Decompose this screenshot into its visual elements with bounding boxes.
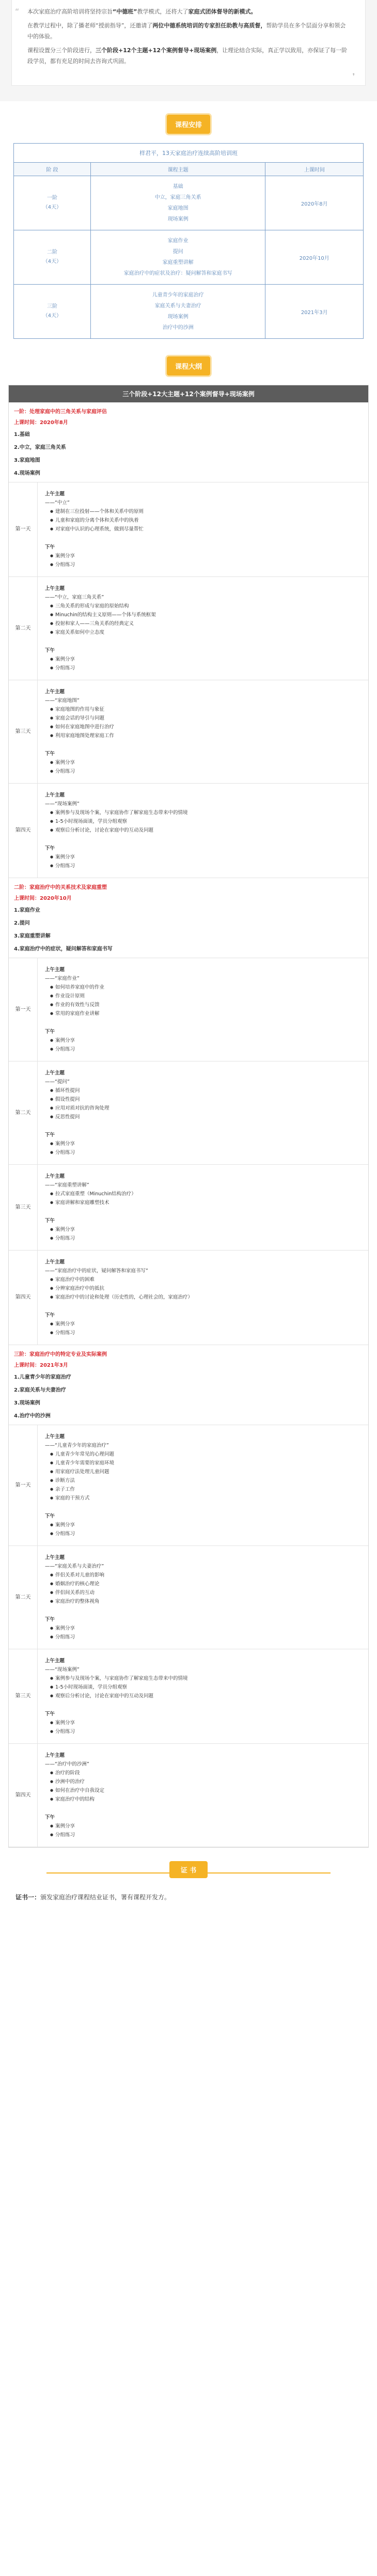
list-item: ● 治疗的阶段 xyxy=(50,1769,362,1777)
intro-highlight: 两位中德系统培训的专家担任助教与高质督， xyxy=(152,22,266,29)
day-body xyxy=(38,1061,368,1164)
morning-items xyxy=(45,1674,362,1700)
list-item: ● 家庭讲解和家庭雕塑技术 xyxy=(50,1198,362,1207)
topic-text: 治疗中的沙洲 xyxy=(162,325,194,331)
topic-text: 家庭作业 xyxy=(167,238,189,244)
list-item: ● 用家庭疗法处理儿童问题 xyxy=(50,1467,362,1476)
arrangement-row xyxy=(14,285,364,339)
afternoon-items xyxy=(45,1521,362,1538)
morning-label: 上午主题 xyxy=(45,1070,65,1076)
spacer xyxy=(45,1804,362,1813)
stage-topic: 2.中立，家庭三角关系 xyxy=(14,445,66,450)
morning-label: 上午主题 xyxy=(45,1753,65,1758)
morning-label: 上午主题 xyxy=(45,792,65,798)
intro-text: 帮助学员在多个层面分享和领会中的体验。 xyxy=(27,22,346,40)
morning-items xyxy=(45,1086,362,1121)
day-label: 第二天 xyxy=(9,1061,38,1164)
afternoon-items xyxy=(45,1036,362,1054)
morning-subject: ——“儿童青少年的家庭治疗” xyxy=(45,1443,109,1448)
stage-topic: 4.治疗中的沙洲 xyxy=(14,1413,51,1419)
intro-text: 教学模式，还将大了 xyxy=(137,8,189,15)
outline-title-badge: 课程大纲 xyxy=(167,356,210,376)
morning-label: 上午主题 xyxy=(45,689,65,695)
topics-cell xyxy=(90,176,265,230)
list-item: ● 亲子工作 xyxy=(50,1485,362,1494)
spacer xyxy=(45,1503,362,1512)
list-item: ● 拉式家庭重塑（Minuchin结构治疗） xyxy=(50,1190,362,1198)
afternoon-label: 下午 xyxy=(45,846,55,851)
spacer xyxy=(45,1121,362,1131)
morning-subject: ——“家庭重塑讲解” xyxy=(45,1182,89,1188)
list-item: ● 家庭地图的作用与象征 xyxy=(50,705,362,714)
list-item: ● 分组练习 xyxy=(50,862,362,870)
morning-label: 上午主题 xyxy=(45,1259,65,1265)
day-row xyxy=(9,577,368,680)
intro-highlight: “中德班” xyxy=(113,8,137,15)
list-item: ● 1-5小时现场面谈，学员分组观察 xyxy=(50,817,362,826)
afternoon-items xyxy=(45,1822,362,1839)
arrangement-row xyxy=(14,176,364,230)
list-item: ● 案例分享 xyxy=(50,1719,362,1727)
list-item: ● 分组练习 xyxy=(50,1234,362,1243)
topic-text: 提问 xyxy=(172,249,183,255)
outline-panel-title: 三个阶段+12大主题+12个案例督导+现场案例 xyxy=(9,385,368,402)
stage-block-title: 三阶：家庭治疗中的特定专业及实际案例 xyxy=(14,1352,107,1357)
list-item: ● 家庭关系如何中立态度 xyxy=(50,628,362,637)
list-item: ● 建制在三位投射——个体和关系中的原则 xyxy=(50,507,362,516)
day-row xyxy=(9,1425,368,1546)
afternoon-label: 下午 xyxy=(45,1313,55,1318)
outline-header xyxy=(0,339,377,385)
day-row xyxy=(9,1061,368,1165)
topic-text: 家庭关系与夫妻治疗 xyxy=(154,303,201,309)
intro-text: 本次家庭治疗高阶培训将坚持宗旨 xyxy=(27,8,113,15)
day-label: 第二天 xyxy=(9,577,38,680)
day-row xyxy=(9,1165,368,1251)
arrangement-table xyxy=(13,143,364,339)
list-item: ● 1-5小时现场面谈，学员分组观察 xyxy=(50,1683,362,1692)
list-item: ● 观察后分析讨论，讨论在家庭中的互动及问题 xyxy=(50,1692,362,1700)
stage-topic: 1.家庭作业 xyxy=(14,908,40,913)
certificate-desc-2: 署有课程开发方。 xyxy=(121,1894,171,1901)
list-item: ● 分组练习 xyxy=(50,560,362,569)
intro-text: 课程设置分三个阶段进行， xyxy=(27,47,96,54)
topics-cell xyxy=(90,285,265,339)
date-cell: 2021年3月 xyxy=(265,285,364,339)
intro-paragraph-3 xyxy=(27,45,350,67)
list-item: ● 观察后分析讨论，讨论在家庭中的互动及问题 xyxy=(50,826,362,835)
day-row xyxy=(9,680,368,784)
list-item: ● 家庭的干预方式 xyxy=(50,1494,362,1503)
list-item: ● 家庭治疗中的讨论和处理（历史性的，心理社会的，家庭治疗） xyxy=(50,1293,362,1302)
list-item: ● 分组练习 xyxy=(50,1727,362,1736)
day-label: 第三天 xyxy=(9,680,38,783)
stage-text: 二阶 xyxy=(46,249,57,255)
list-item: ● 分组练习 xyxy=(50,1633,362,1642)
stage-cell xyxy=(14,176,91,230)
stage-text: （4天） xyxy=(42,205,62,210)
spacer xyxy=(45,1700,362,1710)
day-body xyxy=(38,482,368,576)
intro-paragraph-2 xyxy=(27,20,350,42)
table-title: 样君平，13天家庭治疗连续高阶培训班 xyxy=(14,144,364,163)
list-item: ● 案例参与及现场个案，与家庭协作了解家庭生态带来中的情境 xyxy=(50,1674,362,1683)
list-item: ● Minuchin的结构主义原则——个体与系统框架 xyxy=(50,611,362,619)
topic-text: 现场案例 xyxy=(167,216,189,222)
afternoon-items xyxy=(45,1719,362,1736)
list-item: ● 分组练习 xyxy=(50,767,362,776)
day-body xyxy=(38,1649,368,1743)
morning-label: 上午主题 xyxy=(45,1658,65,1664)
afternoon-label: 下午 xyxy=(45,1711,55,1717)
morning-items xyxy=(45,1190,362,1207)
stage-block-head xyxy=(9,1345,368,1425)
afternoon-label: 下午 xyxy=(45,648,55,653)
list-item: ● 如何在治疗中自我设定 xyxy=(50,1786,362,1795)
morning-label: 上午主题 xyxy=(45,1434,65,1440)
topic-text: 儿童青少年的家庭治疗 xyxy=(152,292,204,298)
afternoon-items xyxy=(45,853,362,870)
list-item: ● 案例分享 xyxy=(50,1225,362,1234)
day-body xyxy=(38,1251,368,1345)
morning-subject: ——“现场案例” xyxy=(45,1667,80,1673)
morning-items xyxy=(45,1275,362,1302)
list-item: ● 儿童和家庭的分离个体和关系中的执着 xyxy=(50,516,362,525)
list-item: ● 投射和家人——三角关系的经典定义 xyxy=(50,619,362,628)
stage-topic: 4.家庭治疗中的症状，疑问解答和家庭书写 xyxy=(14,946,113,952)
morning-items xyxy=(45,808,362,835)
list-item: ● 如何在家庭地图中进行治疗 xyxy=(50,723,362,731)
day-body xyxy=(38,1165,368,1250)
morning-label: 上午主题 xyxy=(45,491,65,497)
day-row xyxy=(9,1744,368,1847)
list-item: ● 分组练习 xyxy=(50,1529,362,1538)
list-item: ● 婚姻治疗的核心理论 xyxy=(50,1580,362,1588)
certificate-desc: 颁发家庭治疗课程结业证书， xyxy=(40,1894,121,1901)
day-body xyxy=(38,577,368,680)
morning-subject: ——“提问” xyxy=(45,1079,70,1085)
stage-topic: 3.现场案例 xyxy=(14,1400,40,1406)
date-cell: 2020年10月 xyxy=(265,230,364,285)
morning-subject: ——“中立，家庭三角关系” xyxy=(45,595,104,600)
list-item: ● 沙洲中的治疗 xyxy=(50,1777,362,1786)
morning-label: 上午主题 xyxy=(45,1555,65,1560)
spacer xyxy=(45,1606,362,1615)
list-item: ● 家庭治疗中的结构 xyxy=(50,1795,362,1804)
list-item: ● 伴侣间关系的互动 xyxy=(50,1588,362,1597)
morning-items xyxy=(45,602,362,637)
spacer xyxy=(45,1302,362,1311)
stage-text: （4天） xyxy=(42,313,62,319)
day-row xyxy=(9,784,368,878)
day-body xyxy=(38,958,368,1061)
list-item: ● 案例分享 xyxy=(50,1036,362,1045)
topic-text: 基础 xyxy=(172,184,183,190)
stage-block-date: 上课时间：2020年8月 xyxy=(14,420,68,426)
date-cell: 2020年8月 xyxy=(265,176,364,230)
day-row xyxy=(9,482,368,577)
list-item: ● 分组练习 xyxy=(50,1329,362,1337)
list-item: ● 应用对质对抗的咨询处理 xyxy=(50,1104,362,1113)
afternoon-label: 下午 xyxy=(45,751,55,757)
stage-topic: 1.基础 xyxy=(14,432,30,438)
day-label: 第四天 xyxy=(9,784,38,878)
afternoon-label: 下午 xyxy=(45,1815,55,1820)
outline-body xyxy=(9,402,368,1847)
col-header-date: 上课时间 xyxy=(265,163,364,176)
col-header-stage: 阶 段 xyxy=(14,163,91,176)
intro-text: 在教学过程中，除了播老师“授前指导”，还邀请了 xyxy=(27,22,153,29)
arrangement-title-badge: 课程安排 xyxy=(167,115,210,134)
arrangement-header xyxy=(0,101,377,143)
morning-subject: ——“家庭作业” xyxy=(45,976,80,981)
afternoon-items xyxy=(45,1320,362,1337)
intro-card xyxy=(11,0,366,86)
morning-subject: ——“家庭关系与夫妻治疗” xyxy=(45,1564,104,1569)
afternoon-label: 下午 xyxy=(45,1029,55,1035)
afternoon-items xyxy=(45,1225,362,1243)
stage-block-title: 一阶：处理家庭中的三角关系与家庭评估 xyxy=(14,409,107,415)
day-body xyxy=(38,1425,368,1545)
certificate-title-badge: 证 书 xyxy=(169,1861,208,1878)
day-label: 第一天 xyxy=(9,1425,38,1545)
morning-subject: ——“家庭地图” xyxy=(45,698,80,704)
spacer xyxy=(45,534,362,543)
list-item: ● 案例分享 xyxy=(50,1624,362,1633)
day-label: 第一天 xyxy=(9,958,38,1061)
day-row xyxy=(9,958,368,1061)
topic-text: 家庭重塑讲解 xyxy=(162,260,194,266)
stage-block-head xyxy=(9,878,368,958)
topic-text: 中立，家庭三角关系 xyxy=(154,195,201,200)
afternoon-items xyxy=(45,655,362,673)
col-header-topic: 课程主题 xyxy=(90,163,265,176)
day-body xyxy=(38,784,368,878)
stage-topic: 1.儿童青少年的家庭治疗 xyxy=(14,1375,71,1380)
stage-cell xyxy=(14,230,91,285)
list-item: ● 三角关系的形成与家庭的原始结构 xyxy=(50,602,362,611)
list-item: ● 伴侣关系对儿童的影响 xyxy=(50,1571,362,1580)
spacer xyxy=(45,740,362,750)
day-label: 第四天 xyxy=(9,1744,38,1847)
afternoon-label: 下午 xyxy=(45,1617,55,1622)
day-body xyxy=(38,1546,368,1649)
list-item: ● 分组练习 xyxy=(50,1045,362,1054)
morning-subject: ——“治疗中的沙洲” xyxy=(45,1761,89,1767)
day-label: 第一天 xyxy=(9,482,38,576)
afternoon-label: 下午 xyxy=(45,1132,55,1138)
list-item: ● 案例分享 xyxy=(50,552,362,560)
morning-label: 上午主题 xyxy=(45,1174,65,1179)
spacer xyxy=(45,1018,362,1027)
list-item: ● 分组练习 xyxy=(50,1831,362,1839)
topic-text: 家庭治疗中的症状及治疗：疑问解答和家庭书写 xyxy=(123,271,232,276)
intro-text: ，让理论结合实际，真正学以致用，亦保证了每一阶段学员，都有充足的时间去咨询式巩固。 xyxy=(27,47,348,65)
list-item: ● 作业的有效性与反馈 xyxy=(50,1001,362,1009)
list-item: ● 循环性提问 xyxy=(50,1086,362,1095)
stage-text: （4天） xyxy=(42,259,62,264)
list-item: ● 反思性提问 xyxy=(50,1113,362,1121)
stage-topic: 2.提问 xyxy=(14,920,30,926)
stage-topic: 2.家庭关系与夫妻治疗 xyxy=(14,1387,66,1393)
morning-items xyxy=(45,1450,362,1503)
morning-label: 上午主题 xyxy=(45,586,65,591)
afternoon-label: 下午 xyxy=(45,1513,55,1519)
day-label: 第二天 xyxy=(9,1546,38,1649)
afternoon-items xyxy=(45,1624,362,1642)
stage-block-title: 二阶：家庭治疗中的关系技术及家庭重塑 xyxy=(14,885,107,891)
spacer xyxy=(45,1207,362,1216)
list-item: ● 案例分享 xyxy=(50,1320,362,1329)
day-label: 第四天 xyxy=(9,1251,38,1345)
intro-paragraph-1 xyxy=(27,6,350,17)
certificate-label: 证书一： xyxy=(15,1894,41,1901)
list-item: ● 作业设计原则 xyxy=(50,992,362,1001)
day-row xyxy=(9,1251,368,1345)
afternoon-items xyxy=(45,552,362,569)
list-item: ● 家庭治疗的整体视角 xyxy=(50,1597,362,1606)
stage-text: 三阶 xyxy=(46,304,57,309)
arrangement-row xyxy=(14,230,364,285)
list-item: ● 分组练习 xyxy=(50,1148,362,1157)
stage-block-date: 上课时间：2020年10月 xyxy=(14,896,72,901)
list-item: ● 案例分享 xyxy=(50,853,362,862)
morning-subject: ——“现场案例” xyxy=(45,801,80,807)
intro-band xyxy=(0,0,377,101)
quote-close-icon: ❜ xyxy=(352,72,355,81)
outline-panel xyxy=(8,385,369,1848)
intro-highlight: 三个阶段+12个主题+12个案例督导+现场案例 xyxy=(96,47,217,54)
quote-open-icon: “ xyxy=(15,7,20,17)
stage-text: 一阶 xyxy=(46,195,57,201)
stage-topic: 4.现场案例 xyxy=(14,471,40,476)
morning-items xyxy=(45,507,362,534)
morning-label: 上午主题 xyxy=(45,967,65,973)
list-item: ● 分辨家庭治疗中的抵抗 xyxy=(50,1284,362,1293)
topic-text: 现场案例 xyxy=(167,314,189,320)
list-item: ● 利用家庭地图处理家庭工作 xyxy=(50,731,362,740)
certificate-header xyxy=(0,1848,377,1885)
list-item: ● 假设性提问 xyxy=(50,1095,362,1104)
spacer xyxy=(45,835,362,844)
day-label: 第三天 xyxy=(9,1649,38,1743)
list-item: ● 家庭治疗中的困难 xyxy=(50,1275,362,1284)
arrangement-table-wrap xyxy=(0,143,377,339)
topics-cell xyxy=(90,230,265,285)
stage-block-date: 上课时间：2021年3月 xyxy=(14,1363,68,1368)
morning-items xyxy=(45,1769,362,1804)
list-item: ● 常用的家庭作业讲解 xyxy=(50,1009,362,1018)
list-item: ● 分组练习 xyxy=(50,664,362,673)
list-item: ● 儿童青少年常见的心理问题 xyxy=(50,1450,362,1459)
list-item: ● 案例分享 xyxy=(50,1822,362,1831)
morning-items xyxy=(45,983,362,1018)
stage-topic: 3.家庭地图 xyxy=(14,458,40,463)
list-item: ● 案例分享 xyxy=(50,758,362,767)
topic-text: 家庭地图 xyxy=(167,206,189,211)
day-body xyxy=(38,1744,368,1847)
list-item: ● 案例分享 xyxy=(50,655,362,664)
stage-topic: 3.家庭重塑讲解 xyxy=(14,933,51,939)
list-item: ● 如何培养家庭中的作业 xyxy=(50,983,362,992)
day-row xyxy=(9,1649,368,1744)
stage-cell xyxy=(14,285,91,339)
list-item: ● 案例分享 xyxy=(50,1139,362,1148)
list-item: ● 案例参与及现场个案，与家庭协作了解家庭生态带来中的情境 xyxy=(50,808,362,817)
morning-items xyxy=(45,705,362,740)
afternoon-label: 下午 xyxy=(45,1218,55,1224)
certificate-text xyxy=(0,1885,377,1913)
day-row xyxy=(9,1546,368,1649)
day-label: 第三天 xyxy=(9,1165,38,1250)
day-body xyxy=(38,680,368,783)
list-item: ● 诊断方法 xyxy=(50,1476,362,1485)
list-item: ● 儿童青少年需要的家庭环境 xyxy=(50,1459,362,1467)
afternoon-label: 下午 xyxy=(45,544,55,550)
stage-block-head xyxy=(9,402,368,482)
list-item: ● 案例分享 xyxy=(50,1521,362,1529)
intro-highlight: 家庭式团体督导的新模式。 xyxy=(188,8,257,15)
afternoon-items xyxy=(45,1139,362,1157)
afternoon-items xyxy=(45,758,362,776)
morning-subject: ——“中立” xyxy=(45,500,70,506)
morning-items xyxy=(45,1571,362,1606)
list-item: ● 对家庭中认识的心理系统，做到尽量帮忙 xyxy=(50,525,362,534)
list-item: ● 家庭会话的导引与问题 xyxy=(50,714,362,723)
spacer xyxy=(45,637,362,646)
morning-subject: ——“家庭治疗中的症状，疑问解答和家庭书写” xyxy=(45,1268,148,1274)
